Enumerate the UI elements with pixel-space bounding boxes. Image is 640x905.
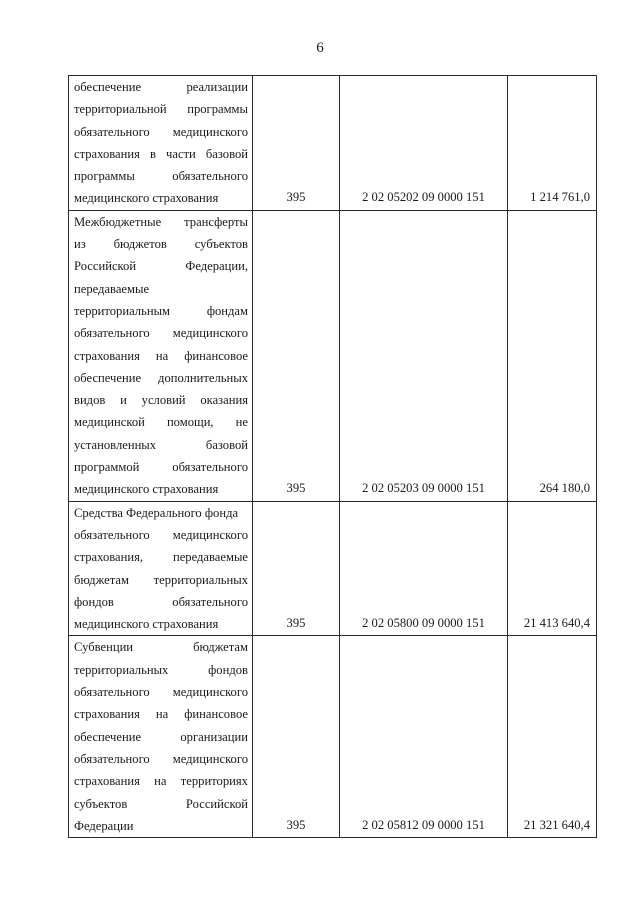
description-word: Российской — [74, 259, 137, 274]
description-word: обязательного — [74, 124, 150, 139]
description-word: страхования — [74, 348, 140, 363]
description-word: видов — [74, 393, 106, 408]
description-line — [74, 659, 248, 681]
description-line — [74, 748, 248, 770]
description-line — [74, 211, 248, 233]
description-line — [74, 591, 248, 613]
description-word: на — [154, 774, 167, 789]
description-word: Федерации — [74, 818, 134, 833]
description-word: Российской — [185, 796, 248, 811]
description-word: обеспечение — [74, 80, 142, 94]
description-word: и — [120, 393, 127, 408]
description-line — [74, 300, 248, 322]
description-word: базовой — [205, 437, 248, 452]
description-word: реализации — [186, 80, 248, 94]
description-word: медицинского — [172, 751, 248, 766]
description-word: программы — [74, 169, 135, 184]
description-word: финансовое — [184, 707, 248, 722]
description-line — [74, 478, 248, 500]
table-body — [69, 76, 597, 838]
description-word: обязательного — [74, 326, 150, 341]
description-line — [74, 411, 248, 433]
description-line — [74, 815, 248, 837]
description-line — [74, 367, 248, 389]
description-word: субъектов — [74, 796, 128, 811]
description-word: бюджетов — [113, 237, 167, 252]
description-word: Субвенции — [74, 640, 134, 655]
revenue-description-cell — [69, 636, 253, 838]
description-line — [74, 278, 248, 300]
description-word: медицинского — [172, 527, 248, 542]
revenue-description-cell — [69, 501, 253, 636]
description-word: медицинского страхования — [74, 191, 219, 206]
description-word: территориях — [180, 774, 248, 789]
description-line — [74, 121, 248, 143]
description-word: страхования, — [74, 550, 144, 565]
description-word: не — [235, 415, 248, 430]
description-line — [74, 569, 248, 591]
description-line — [74, 165, 248, 187]
budget-classification-code-cell: 2 02 05203 09 0000 151 — [340, 210, 508, 501]
description-line — [74, 770, 248, 792]
description-word: программы — [187, 102, 248, 117]
description-word: обеспечение — [74, 370, 142, 385]
description-word: территориальным — [74, 303, 170, 318]
description-word: медицинского — [172, 124, 248, 139]
administrator-code-cell: 395 — [253, 501, 340, 636]
table-row — [69, 501, 597, 636]
description-word: установленных — [74, 437, 157, 452]
budget-classification-code-cell: 2 02 05812 09 0000 151 — [340, 636, 508, 838]
description-line — [74, 322, 248, 344]
description-line — [74, 187, 248, 209]
description-line — [74, 98, 248, 120]
description-word: обязательного — [172, 460, 248, 475]
description-word: трансферты — [184, 214, 248, 229]
description-word: территориальной — [74, 102, 167, 117]
description-word: Федерации, — [185, 259, 248, 274]
description-word: страхования — [74, 707, 140, 722]
description-word: территориальных — [153, 572, 248, 587]
administrator-code-cell: 395 — [253, 636, 340, 838]
description-word: обязательного — [74, 685, 150, 700]
description-line — [74, 793, 248, 815]
description-word: передаваемые — [74, 281, 150, 296]
description-line — [74, 703, 248, 725]
amount-cell: 264 180,0 — [508, 210, 597, 501]
description-line — [74, 76, 248, 98]
budget-classification-code-cell: 2 02 05800 09 0000 151 — [340, 501, 508, 636]
description-word: медицинского страхования — [74, 617, 219, 632]
administrator-code-cell: 395 — [253, 76, 340, 211]
description-word: страхования — [74, 146, 140, 161]
description-word: медицинского страхования — [74, 482, 219, 497]
description-word: субъектов — [194, 237, 248, 252]
description-word: Межбюджетные — [74, 214, 162, 229]
description-word: медицинской — [74, 415, 145, 430]
description-word: базовой — [205, 146, 248, 161]
revenue-description-cell — [69, 210, 253, 501]
description-line — [74, 233, 248, 255]
description-word: передаваемые — [172, 550, 248, 565]
description-word: в — [149, 146, 156, 161]
description-word: территориальных — [74, 662, 169, 677]
description-word: обязательного — [172, 169, 248, 184]
description-line — [74, 681, 248, 703]
description-word: организации — [180, 729, 248, 744]
description-word: фондов — [74, 594, 114, 609]
description-word: условий — [141, 393, 186, 408]
table-row — [69, 210, 597, 501]
table-row — [69, 76, 597, 211]
description-line — [74, 502, 248, 524]
description-word: оказания — [200, 393, 248, 408]
description-word: обязательного — [74, 751, 150, 766]
description-line — [74, 345, 248, 367]
amount-cell: 21 321 640,4 — [508, 636, 597, 838]
description-word: дополнительных — [158, 370, 248, 385]
budget-classification-code-cell: 2 02 05202 09 0000 151 — [340, 76, 508, 211]
description-line — [74, 726, 248, 748]
description-line — [74, 143, 248, 165]
description-word: обязательного — [172, 594, 248, 609]
description-line — [74, 636, 248, 658]
description-word: помощи, — [166, 415, 214, 430]
amount-cell: 1 214 761,0 — [508, 76, 597, 211]
description-line — [74, 389, 248, 411]
description-word: страхования — [74, 774, 140, 789]
description-word: обеспечение — [74, 729, 142, 744]
description-line — [74, 546, 248, 568]
page-number: 6 — [316, 40, 324, 56]
revenue-description-cell — [69, 76, 253, 211]
administrator-code-cell: 395 — [253, 210, 340, 501]
description-line — [74, 613, 248, 635]
description-word: на — [155, 348, 169, 363]
description-word: фондам — [206, 303, 248, 318]
description-word: медицинского — [172, 326, 248, 341]
description-word: Средства Федерального фонда — [74, 505, 239, 520]
description-word: медицинского — [172, 685, 248, 700]
description-word: части — [166, 146, 196, 161]
table-row — [69, 636, 597, 838]
description-line — [74, 524, 248, 546]
description-word: финансовое — [184, 348, 248, 363]
description-word: бюджетам — [74, 572, 129, 587]
description-word: на — [155, 707, 169, 722]
budget-revenue-table — [68, 75, 597, 838]
description-word: обязательного — [74, 527, 150, 542]
description-line — [74, 456, 248, 478]
description-line — [74, 434, 248, 456]
description-word: фондов — [208, 662, 248, 677]
description-word: бюджетам — [193, 640, 248, 655]
description-word: программой — [74, 460, 140, 475]
amount-cell: 21 413 640,4 — [508, 501, 597, 636]
description-line — [74, 255, 248, 277]
description-word: из — [74, 237, 86, 252]
